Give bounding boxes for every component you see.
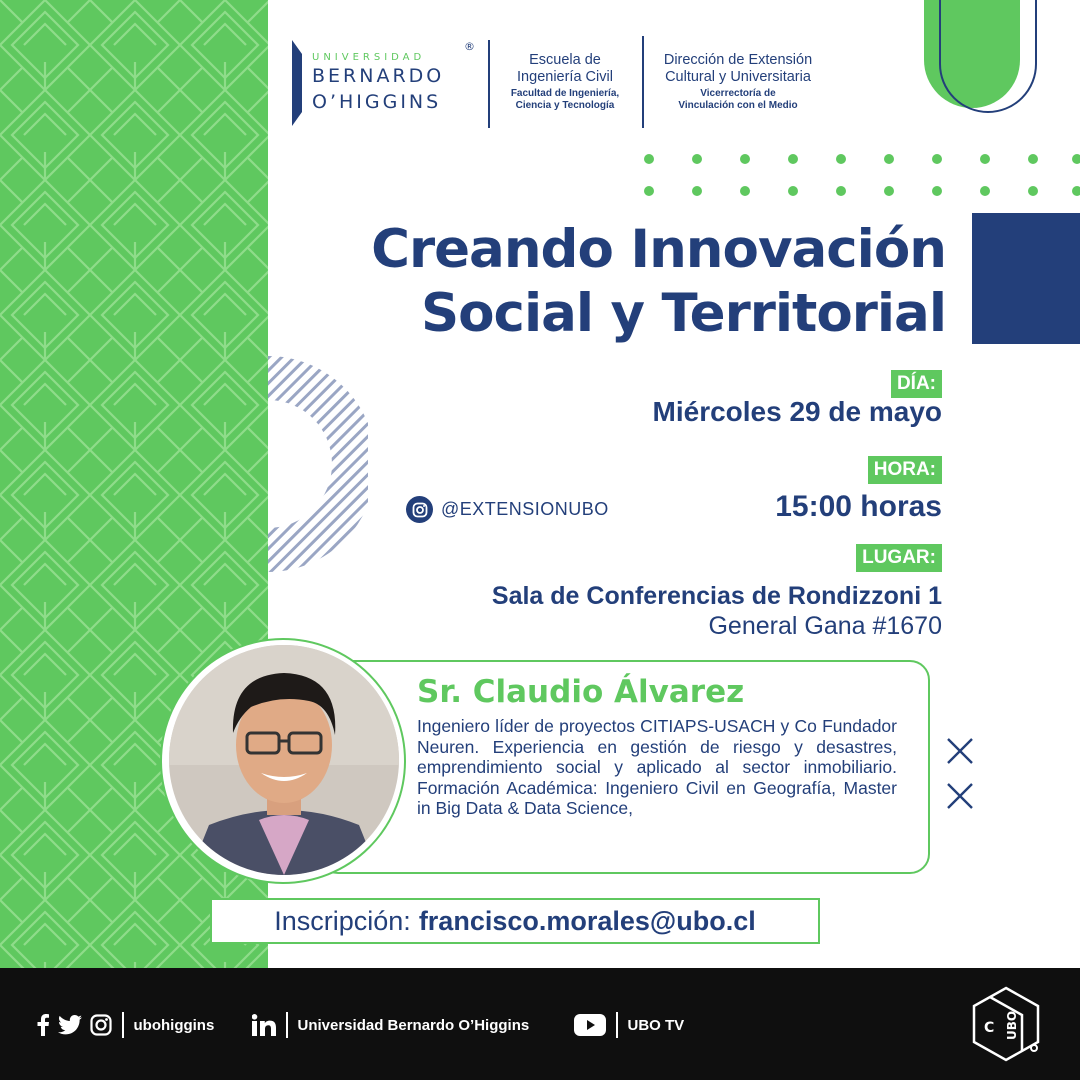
x-mark-icon	[946, 782, 974, 810]
footer-youtube-name[interactable]: UBO TV	[627, 1016, 685, 1034]
signup-box	[210, 898, 820, 944]
cubo-badge-icon	[966, 984, 1046, 1064]
instagram-handle[interactable]	[406, 496, 609, 523]
footer-linkedin-name[interactable]: Universidad Bernardo O’Higgins	[297, 1016, 530, 1034]
logo-name-line1: BERNARDO	[312, 65, 445, 87]
footer-separator	[122, 1012, 124, 1038]
place-address: General Gana #1670	[708, 612, 942, 640]
school-sub-line1: Facultad de Ingeniería,	[510, 88, 620, 99]
header-divider	[642, 36, 644, 128]
linkedin-icon[interactable]	[252, 1014, 276, 1036]
twitter-icon[interactable]	[58, 1015, 82, 1035]
signup-email-link[interactable]: francisco.morales@ubo.cl	[418, 905, 756, 936]
logo-mark-icon	[292, 40, 302, 126]
footer-separator	[616, 1012, 618, 1038]
speaker-photo	[169, 645, 399, 875]
svg-text:UBO: UBO	[1005, 1010, 1019, 1040]
logo-top-word: UNIVERSIDAD	[312, 52, 426, 63]
dot-grid	[644, 154, 1080, 200]
event-title-line2: Social y Territorial	[420, 283, 946, 344]
speaker-name: Sr. Claudio Álvarez	[417, 674, 745, 710]
school-title-line2: Ingeniería Civil	[517, 69, 613, 85]
school-block	[496, 52, 634, 112]
footer-linkedin-group	[252, 1012, 529, 1038]
time-value: 15:00 horas	[775, 490, 942, 523]
event-title	[371, 218, 946, 346]
navy-block	[972, 213, 1080, 344]
decorative-pill-shape	[918, 0, 1042, 116]
extension-block	[650, 52, 826, 112]
extension-title-line2: Cultural y Universitaria	[665, 69, 811, 85]
youtube-icon[interactable]	[574, 1014, 606, 1036]
place-value: Sala de Conferencias de Rondizzoni 1	[491, 582, 942, 610]
speaker-bio: Ingeniero líder de proyectos CITIAPS-USACH y Co Fundador Neuren. Experiencia en gestión de riesgo y desastres, emprendimiento social y aplicado al sector inmobiliario. Formación Académica: Ingeniero Civil en Geografía, Master in Big Data & Data Science,	[417, 716, 897, 819]
extension-sub-line2: Vinculación con el Medio	[678, 100, 798, 111]
event-title-line1: Creando Innovación	[371, 219, 946, 280]
speaker-portrait-image	[169, 645, 399, 875]
time-label: HORA:	[868, 456, 942, 484]
school-sub-line2: Ciencia y Tecnología	[515, 100, 615, 111]
instagram-icon	[406, 496, 433, 523]
extension-sub-line1: Vicerrectoría de	[700, 88, 776, 99]
header-divider	[488, 40, 490, 128]
place-label: LUGAR:	[856, 544, 942, 572]
logo-name-line2: O’HIGGINS	[312, 91, 442, 113]
instagram-icon[interactable]	[90, 1014, 112, 1036]
instagram-handle-text: @EXTENSIONUBO	[441, 499, 609, 519]
school-title-line1: Escuela de	[529, 52, 601, 68]
signup-label: Inscripción:	[274, 905, 411, 936]
svg-text:C: C	[984, 1020, 995, 1036]
footer-social-group	[36, 1012, 214, 1038]
day-value: Miércoles 29 de mayo	[652, 396, 942, 427]
extension-title-line1: Dirección de Extensión	[663, 52, 813, 68]
facebook-icon[interactable]	[36, 1014, 50, 1036]
logo-registered-mark: ®	[464, 40, 475, 53]
footer-youtube-group	[574, 1012, 684, 1038]
x-mark-icon	[946, 737, 974, 765]
footer-separator	[286, 1012, 288, 1038]
day-label: DÍA:	[891, 370, 942, 398]
hatched-semicircle	[268, 356, 368, 572]
footer-social-handle[interactable]: ubohiggins	[133, 1016, 215, 1034]
